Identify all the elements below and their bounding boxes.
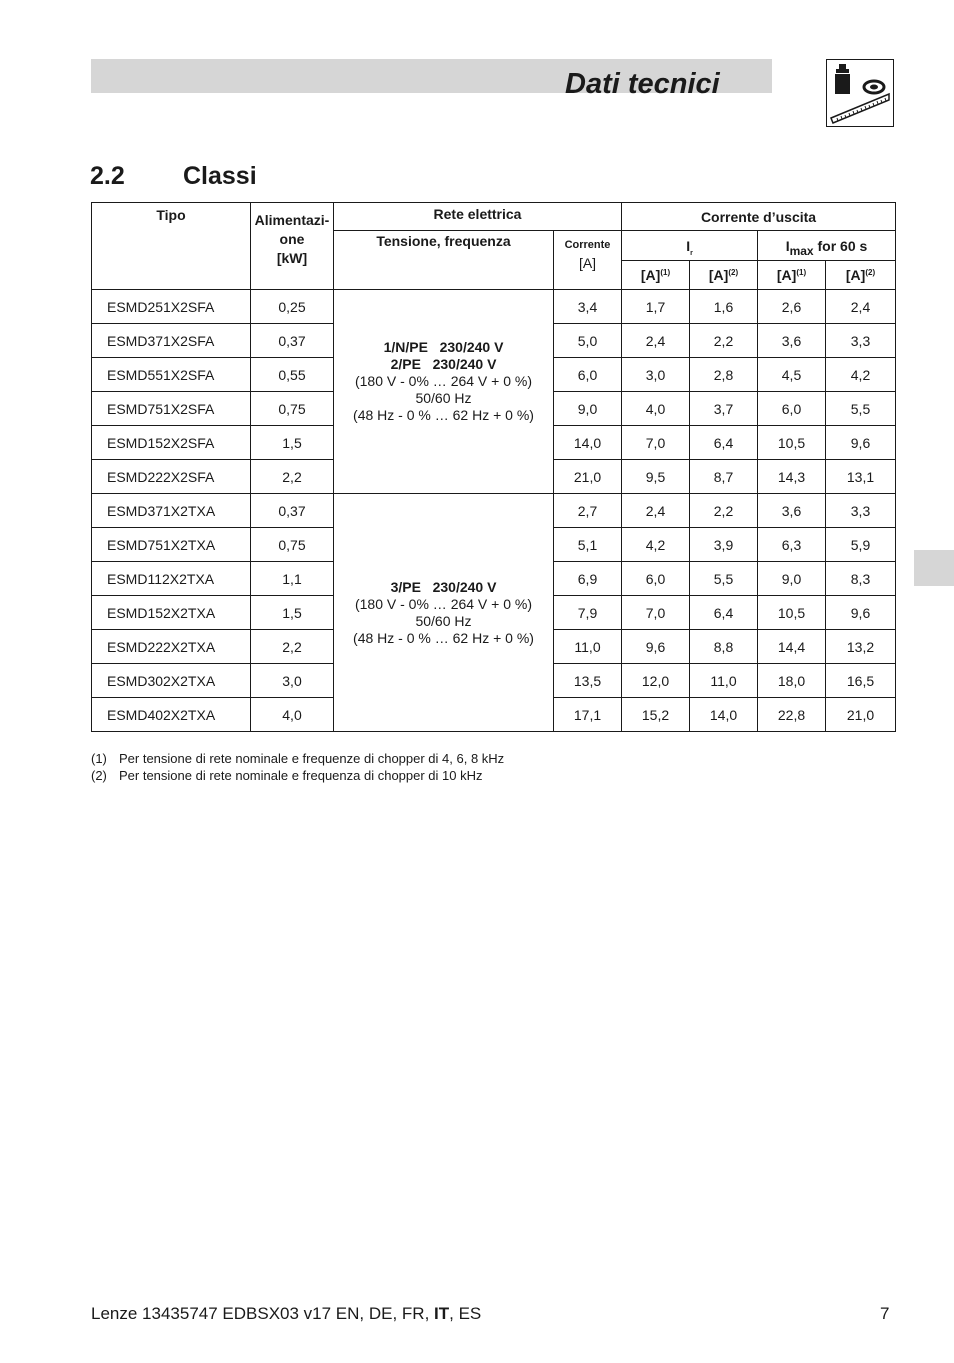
footnote-2: (2) Per tensione di rete nominale e frequenza di chopper di 10 kHz xyxy=(91,768,483,783)
table-body xyxy=(92,290,896,732)
cell-tipo: ESMD751X2SFA xyxy=(92,392,251,426)
table-row xyxy=(92,290,896,324)
cell-tipo: ESMD112X2TXA xyxy=(92,562,251,596)
cell-input-current: 5,0 xyxy=(554,324,622,358)
cell-power: 0,55 xyxy=(251,358,334,392)
cell-ir-1: 2,4 xyxy=(622,324,690,358)
cell-input-current: 6,0 xyxy=(554,358,622,392)
unit-ir-2: $[A]^{(2)}$ xyxy=(690,261,758,290)
cell-input-current: 7,9 xyxy=(554,596,622,630)
cell-imax-2: 13,1 xyxy=(826,460,896,494)
cell-ir-2: 11,0 xyxy=(690,664,758,698)
table-row xyxy=(92,494,896,528)
section-number: 2.2 xyxy=(90,162,125,190)
cell-tipo: ESMD371X2SFA xyxy=(92,324,251,358)
cell-imax-1: 3,6 xyxy=(758,494,826,528)
footnote-1: (1) Per tensione di rete nominale e frequenze di chopper di 4, 6, 8 kHz xyxy=(91,751,505,766)
cell-ir-1: 3,0 xyxy=(622,358,690,392)
cell-power: 0,75 xyxy=(251,528,334,562)
cell-ir-1: 4,2 xyxy=(622,528,690,562)
technical-data-icon xyxy=(826,59,894,127)
cell-power: 1,5 xyxy=(251,426,334,460)
col-rete-elettrica: Rete elettrica xyxy=(334,203,622,231)
cell-ir-1: 6,0 xyxy=(622,562,690,596)
cell-ir-1: 12,0 xyxy=(622,664,690,698)
cell-tipo: ESMD302X2TXA xyxy=(92,664,251,698)
cell-imax-2: 21,0 xyxy=(826,698,896,732)
cell-imax-2: 3,3 xyxy=(826,324,896,358)
cell-power: 0,37 xyxy=(251,324,334,358)
cell-ir-1: 7,0 xyxy=(622,426,690,460)
cell-tipo: ESMD371X2TXA xyxy=(92,494,251,528)
cell-imax-1: 4,5 xyxy=(758,358,826,392)
cell-tipo: ESMD251X2SFA xyxy=(92,290,251,324)
unit-imax-1: $[A]^{(1)}$ xyxy=(758,261,826,290)
cell-imax-1: 22,8 xyxy=(758,698,826,732)
supply-line: (48 Hz - 0 % … 62 Hz + 0 %) xyxy=(353,407,534,423)
cell-power: 1,1 xyxy=(251,562,334,596)
cell-imax-2: 9,6 xyxy=(826,596,896,630)
cell-imax-2: 3,3 xyxy=(826,494,896,528)
col-ir: $I_r$ xyxy=(622,231,758,261)
cell-ir-2: 1,6 xyxy=(690,290,758,324)
cell-power: 1,5 xyxy=(251,596,334,630)
supply-line: 50/60 Hz xyxy=(415,390,472,406)
cell-imax-2: 8,3 xyxy=(826,562,896,596)
cell-ir-1: 15,2 xyxy=(622,698,690,732)
supply-line: 1/N/PE 230/240 V xyxy=(383,339,504,355)
col-tipo: Tipo xyxy=(92,203,251,290)
cell-imax-1: 10,5 xyxy=(758,596,826,630)
cell-ir-2: 2,2 xyxy=(690,494,758,528)
cell-imax-1: 2,6 xyxy=(758,290,826,324)
footnotes xyxy=(91,750,504,784)
supply-line: 2/PE 230/240 V xyxy=(390,356,497,372)
cell-power: 0,75 xyxy=(251,392,334,426)
cell-tipo: ESMD152X2SFA xyxy=(92,426,251,460)
supply-group-1 xyxy=(334,290,554,494)
supply-line: 50/60 Hz xyxy=(415,612,472,629)
cell-ir-1: 9,5 xyxy=(622,460,690,494)
cell-imax-2: 4,2 xyxy=(826,358,896,392)
cell-ir-2: 2,8 xyxy=(690,358,758,392)
cell-power: 4,0 xyxy=(251,698,334,732)
unit-imax-2: $[A]^{(2)}$ xyxy=(826,261,896,290)
cell-ir-1: 1,7 xyxy=(622,290,690,324)
cell-ir-2: 5,5 xyxy=(690,562,758,596)
cell-power: 2,2 xyxy=(251,630,334,664)
cell-ir-2: 3,9 xyxy=(690,528,758,562)
cell-imax-2: 5,9 xyxy=(826,528,896,562)
cell-imax-1: 10,5 xyxy=(758,426,826,460)
col-corrente: Corrente [A] xyxy=(554,231,622,290)
cell-tipo: ESMD222X2SFA xyxy=(92,460,251,494)
col-corrente-uscita: Corrente d’uscita xyxy=(622,203,896,231)
cell-input-current: 13,5 xyxy=(554,664,622,698)
supply-group-2 xyxy=(334,494,554,732)
page-number: 7 xyxy=(880,1304,890,1323)
col-tensione: Tensione, frequenza xyxy=(334,231,554,290)
cell-imax-2: 5,5 xyxy=(826,392,896,426)
cell-imax-1: 6,3 xyxy=(758,528,826,562)
cell-input-current: 9,0 xyxy=(554,392,622,426)
cell-input-current: 3,4 xyxy=(554,290,622,324)
cell-ir-1: 7,0 xyxy=(622,596,690,630)
cell-imax-2: 2,4 xyxy=(826,290,896,324)
cell-ir-1: 2,4 xyxy=(622,494,690,528)
cell-ir-2: 8,7 xyxy=(690,460,758,494)
cell-ir-1: 4,0 xyxy=(622,392,690,426)
cell-input-current: 6,9 xyxy=(554,562,622,596)
unit-ir-1: $[A]^{(1)}$ xyxy=(622,261,690,290)
col-alimentazione: Alimentazi- one [kW] xyxy=(251,203,334,290)
supply-line: (180 V - 0% … 264 V + 0 %) xyxy=(354,373,533,389)
cell-input-current: 17,1 xyxy=(554,698,622,732)
cell-imax-1: 14,4 xyxy=(758,630,826,664)
cell-imax-1: 14,3 xyxy=(758,460,826,494)
cell-ir-2: 14,0 xyxy=(690,698,758,732)
supply-line: (180 V - 0% … 264 V + 0 %) xyxy=(354,595,533,612)
cell-tipo: ESMD152X2TXA xyxy=(92,596,251,630)
cell-input-current: 11,0 xyxy=(554,630,622,664)
cell-power: 3,0 xyxy=(251,664,334,698)
cell-power: 0,25 xyxy=(251,290,334,324)
cell-imax-1: 3,6 xyxy=(758,324,826,358)
section-title: Classi xyxy=(183,162,257,190)
cell-input-current: 14,0 xyxy=(554,426,622,460)
table-header xyxy=(92,203,896,290)
footer-doc-info: Lenze 13435747 EDBSX03 v17 EN, DE, FR, IT, ES xyxy=(91,1304,482,1323)
cell-tipo: ESMD751X2TXA xyxy=(92,528,251,562)
cell-imax-2: 16,5 xyxy=(826,664,896,698)
supply-line: 3/PE 230/240 V xyxy=(390,578,497,595)
cell-ir-1: 9,6 xyxy=(622,630,690,664)
cell-tipo: ESMD551X2SFA xyxy=(92,358,251,392)
cell-ir-2: 6,4 xyxy=(690,596,758,630)
cell-power: 2,2 xyxy=(251,460,334,494)
cell-input-current: 21,0 xyxy=(554,460,622,494)
cell-tipo: ESMD402X2TXA xyxy=(92,698,251,732)
cell-ir-2: 6,4 xyxy=(690,426,758,460)
cell-imax-2: 9,6 xyxy=(826,426,896,460)
cell-input-current: 5,1 xyxy=(554,528,622,562)
classes-table xyxy=(91,202,896,732)
cell-ir-2: 3,7 xyxy=(690,392,758,426)
cell-power: 0,37 xyxy=(251,494,334,528)
cell-input-current: 2,7 xyxy=(554,494,622,528)
cell-ir-2: 2,2 xyxy=(690,324,758,358)
cell-tipo: ESMD222X2TXA xyxy=(92,630,251,664)
cell-imax-1: 9,0 xyxy=(758,562,826,596)
cell-imax-1: 6,0 xyxy=(758,392,826,426)
cell-ir-2: 8,8 xyxy=(690,630,758,664)
section-heading xyxy=(90,162,257,191)
supply-line: (48 Hz - 0 % … 62 Hz + 0 %) xyxy=(353,629,534,646)
cell-imax-2: 13,2 xyxy=(826,630,896,664)
cell-imax-1: 18,0 xyxy=(758,664,826,698)
chapter-tab xyxy=(914,550,954,586)
col-imax: Imax for 60 s xyxy=(758,231,896,261)
page-title: Dati tecnici xyxy=(565,68,720,100)
